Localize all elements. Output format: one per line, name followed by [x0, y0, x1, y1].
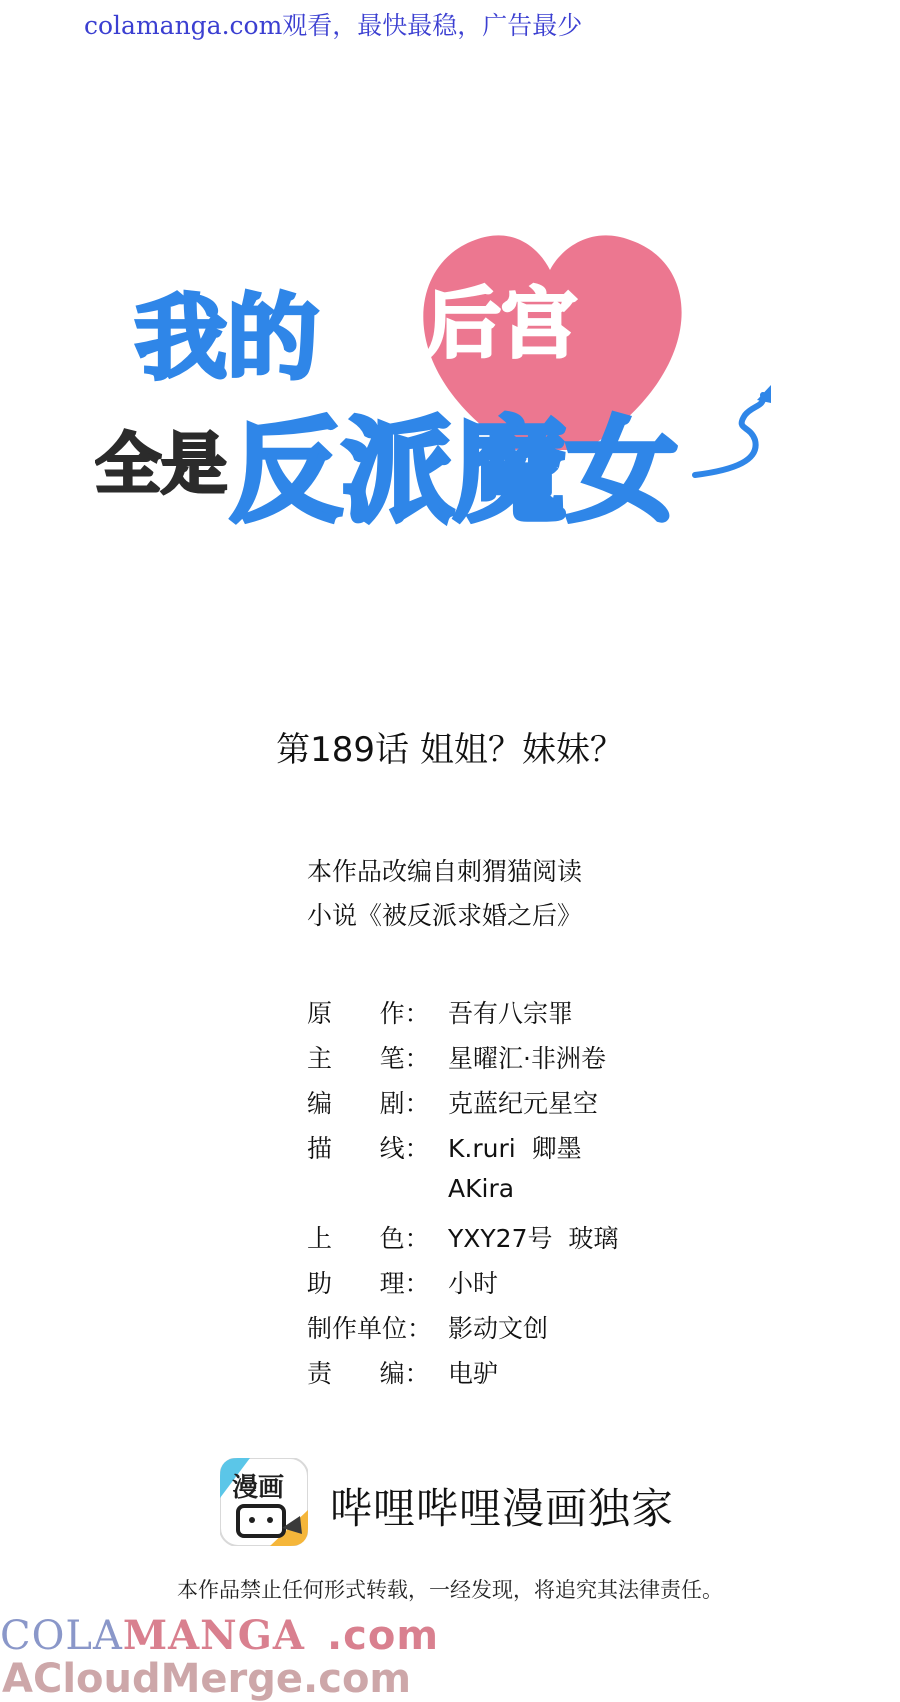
title-line1-heart-text: 后宫 — [425, 279, 577, 368]
credit-value-studio: 影动文创 — [448, 1314, 549, 1343]
colamanga-watermark — [0, 1612, 439, 1659]
chapter-title: 第189话 姐姐？妹妹？ — [276, 730, 624, 770]
credit-value-assistant: 小时 — [448, 1269, 499, 1298]
adaptation-line-2: 小说《被反派求婚之后》 — [307, 901, 583, 930]
title-line1-part1: 我的 — [135, 285, 320, 392]
credit-value-script: 克蓝纪元星空 — [448, 1089, 599, 1118]
adaptation-line-1: 本作品改编自刺猬猫阅读 — [307, 857, 583, 886]
title-line2-part2: 反派魔女 — [230, 407, 678, 537]
site-watermark-link[interactable]: colamanga.com观看，最快最稳，广告最少 — [84, 11, 583, 40]
credit-value-editor: 电驴 — [448, 1359, 499, 1388]
credit-role-studio: 制作单位： — [307, 1314, 433, 1343]
devil-tail-icon — [695, 395, 763, 475]
credit-value-lead-artist: 星曜汇·非洲卷 — [448, 1044, 606, 1073]
watermark-part-manga: MANGA — [122, 1612, 305, 1659]
exclusive-brand-text: 哔哩哔哩漫画独家 — [330, 1484, 675, 1533]
credit-value-lineart-2: AKira — [448, 1174, 515, 1203]
credit-role-lead-artist: 主 笔： — [307, 1044, 430, 1073]
title-line2-part1: 全是 — [95, 426, 227, 503]
credit-role-script: 编 剧： — [307, 1089, 430, 1118]
copyright-notice: 本作品禁止任何形式转载，一经发现，将追究其法律责任。 — [177, 1578, 723, 1602]
watermark-part-com: .com — [326, 1613, 440, 1659]
credit-role-lineart: 描 线： — [307, 1134, 430, 1163]
watermark-part-cola: COLA — [0, 1613, 123, 1659]
credit-role-assistant: 助 理： — [307, 1269, 430, 1298]
tail-tip-icon — [757, 385, 771, 403]
credit-value-color: YXY27号 玻璃 — [448, 1224, 619, 1253]
acloudmerge-watermark: ACloudMerge.com — [2, 1656, 412, 1702]
credit-role-editor: 责 编： — [307, 1359, 430, 1388]
comic-title-logo — [95, 225, 835, 595]
credit-value-original: 吾有八宗罪 — [448, 999, 574, 1028]
credit-role-color: 上 色： — [307, 1224, 430, 1253]
app-logo-text: 漫画 — [232, 1473, 285, 1503]
bilibili-comics-app-icon — [220, 1458, 308, 1546]
credit-role-original: 原 作： — [307, 999, 430, 1028]
credit-value-lineart: K.ruri 卿墨 — [448, 1134, 582, 1163]
